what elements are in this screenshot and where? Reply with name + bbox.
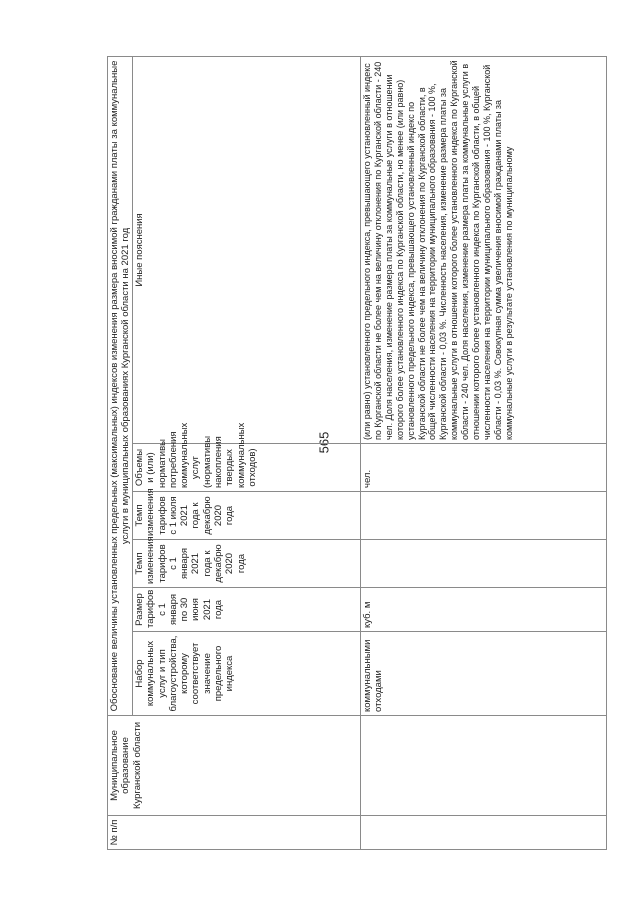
rotated-table-sheet [107,57,607,850]
row-notes: (или равно) установленного предельного индекса, превышающего установленный индекс по Курганской области не более чем на величину отклонения по Курганской области - 240 чел. Доля населения, изменение размера платы за коммунальные услуги в отношении которого более установленного индекса по Курганской области, но менее (или равно) установленного предельного индекса, превышающего установленный индекс по Курганской области не более чем на величину отклонения по Курганской области, в общей численности населения на территории муниципального образования - 100 %, Курганской области - 0,03 %. Численность населения, изменение размера платы за коммунальные услуги в отношении которого более установленного индекса по Курганской области - 240 чел. Доля населения, изменение размера платы за коммунальные услуги в отношении которого более установленного индекса по Курганской области, в общей численности населения на территории муниципального образования - 100 %, Курганской области - 0,03 %. Совокупная сумма увеличения вносимой гражданами платы за коммунальные услуги в результате установления по муниципальному [361,56,607,443]
header-municipality: Муниципальное образование Курганской области [108,716,361,816]
row-rate-jan [361,540,607,588]
justification-table [107,56,607,850]
page-number: 565 [316,431,332,454]
header-rate-jan: Темп изменения тарифов с 1 января 2021 года к декабрю 2020 года [133,540,361,588]
row-service: коммунальными отходами [361,632,607,716]
row-rate-jul [361,492,607,540]
header-tariff-size: Размер тарифов с 1 января по 30 июня 2021 года [133,588,361,632]
header-justification: Обоснование величины установленных предельных (максимальных) индексов изменения размера вносимой гражданами платы за коммунальные услуги в муниципальных образованиях Курганской области на 2021 год [108,56,133,715]
row-unit: куб. м [361,588,607,632]
row-municipality [361,716,607,816]
rotated-table-wrapper [107,57,607,850]
header-volumes: Объемы и (или) нормативы потребления коммунальных услуг (нормативы накопления твердых коммунальных отходов) [133,444,361,492]
row-num [361,816,607,850]
header-num: № п/п [108,816,361,850]
header-service-set: Набор коммунальных услуг и тип благоустройства, которому соответствует значение предельного индекса [133,632,361,716]
table-row [361,56,607,849]
header-other-notes: Иные пояснения [133,56,361,443]
header-rate-jul: Темп изменения тарифов с 1 июля 2021 года к декабрю 2020 года [133,492,361,540]
row-volume: чел. [361,444,607,492]
